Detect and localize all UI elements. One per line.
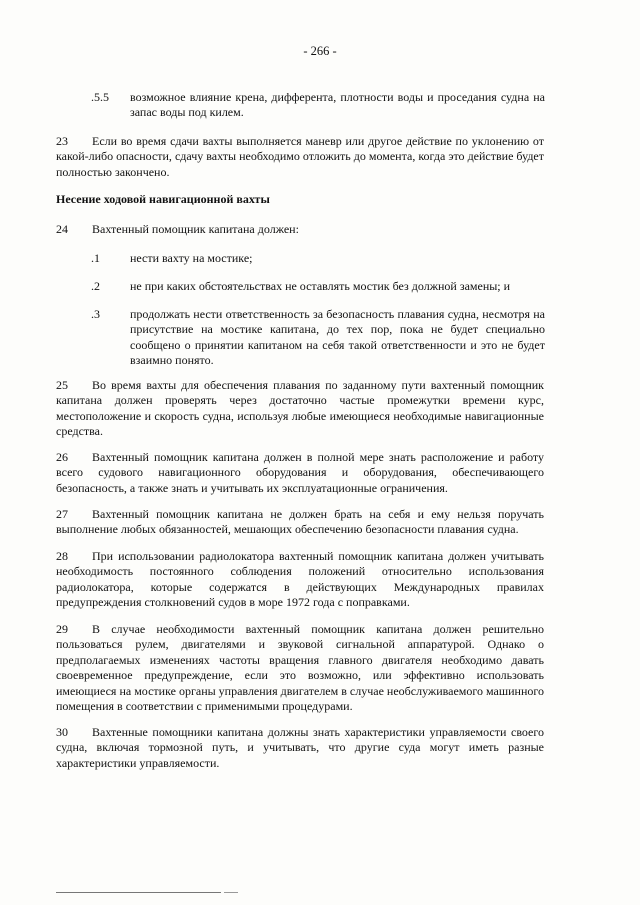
paragraph-text: Вахтенные помощники капитана должны знать характеристики управляемости своего судна, включая тормозной путь, и учитывать, что другие суда могут иметь разные характеристики управляемости. [56,725,544,770]
paragraph-number: 23 [56,134,68,148]
page-number: - 266 - [303,44,337,58]
paragraph-23 [56,134,544,180]
list-item-number: .3 [91,307,100,321]
list-item-number: .2 [91,279,100,293]
paragraph-text: Вахтенный помощник капитана не должен брать на себя и ему нельзя поручать выполнение любых обязанностей, мешающих обеспечению безопасности плавания судна. [56,507,544,537]
list-item-number: .5.5 [91,90,109,104]
paragraph-number: 25 [56,378,68,392]
list-item-text: не при каких обстоятельствах не оставлять мостик без должной замены; и [130,279,511,293]
list-item-text: продолжать нести ответственность за безопасность плавания судна, несмотря на присутствие на мостике капитана, до тех пор, пока не будет специально сообщено о принятии капитаном на себя такой ответственности и это не будет взаимно понято. [130,307,545,368]
paragraph-number: 29 [56,622,68,636]
list-item-3 [91,307,545,369]
paragraph-number: 30 [56,725,68,739]
list-item-5-5 [91,90,545,121]
paragraph-text: При использовании радиолокатора вахтенный помощник капитана должен учитывать необходимость постоянного соблюдения положений относительно использования радиолокатора, которые содержатся в действующих Международных правилах предупреждения столкновений судов в море 1972 года с поправками. [56,549,544,610]
paragraph-number: 28 [56,549,68,563]
list-item-2 [91,279,545,294]
list-item-text: нести вахту на мостике; [130,251,253,265]
list-item-number: .1 [91,251,100,265]
paragraph-25 [56,378,544,440]
list-item-1 [91,251,545,266]
paragraph-number: 27 [56,507,68,521]
paragraph-26 [56,450,544,496]
list-item-text: возможное влияние крена, дифферента, плотности воды и проседания судна на запас воды под килем. [130,90,545,120]
paragraph-24 [56,222,544,237]
footer-rule-short [224,892,238,893]
paragraph-number: 26 [56,450,68,464]
paragraph-text: В случае необходимости вахтенный помощник капитана должен решительно пользоваться рулем, двигателями и звуковой сигнальной аппаратурой. Однако о предполагаемых изменениях частоты вращения главного двигателя необходимо давать своевременное предупреждение, если это возможно, или эффективно использовать имеющиеся на мостике органы управления двигателем в случае необслуживаемого машинного помещения в соответствии с применимыми процедурами. [56,622,544,714]
paragraph-text: Вахтенный помощник капитана должен: [92,222,299,236]
paragraph-number: 24 [56,222,68,236]
paragraph-text: Если во время сдачи вахты выполняется маневр или другое действие по уклонению от какой-либо опасности, сдачу вахты необходимо отложить до момента, когда это действие будет полностью закончено. [56,134,544,179]
paragraph-text: Вахтенный помощник капитана должен в полной мере знать расположение и работу всего судового навигационного оборудования и оборудования, обеспечивающего безопасность, а также знать и учитывать их эксплуатационные ограничения. [56,450,544,495]
paragraph-text: Во время вахты для обеспечения плавания по заданному пути вахтенный помощник капитана должен проверять через достаточно частые промежутки времени курс, местоположение и скорость судна, используя любые имеющиеся необходимые навигационные средства. [56,378,544,439]
paragraph-27 [56,507,544,538]
paragraph-29 [56,622,544,714]
paragraph-28 [56,549,544,611]
paragraph-30 [56,725,544,771]
footer-rule [56,892,221,893]
section-heading: Несение ходовой навигационной вахты [56,192,270,206]
